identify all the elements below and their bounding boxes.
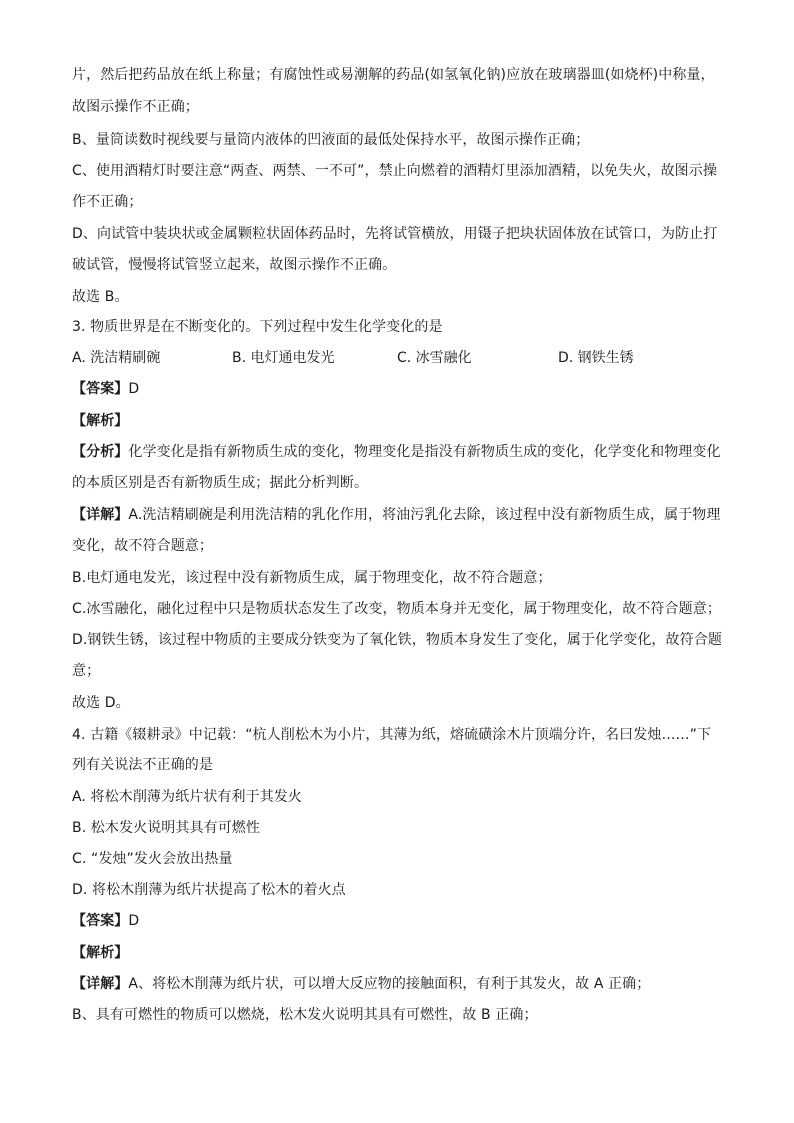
text-line: 变化，故不符合题意； xyxy=(72,538,213,554)
option-b: B. 电灯通电发光 xyxy=(232,350,335,366)
text-line: D、向试管中装块状或金属颗粒状固体药品时，先将试管横放，用镊子把块状固体放在试管口，为防止打 xyxy=(72,226,718,242)
option-a: A. 洗洁精刷碗 xyxy=(72,350,161,366)
text-line: 意； xyxy=(72,663,101,679)
answer-line xyxy=(72,380,139,398)
answer-value: D xyxy=(128,913,140,929)
option-b: B. 松木发火说明其具有可燃性 xyxy=(72,820,261,836)
detail-line: 【详解】A、将松木削薄为纸片状，可以增大反应物的接触面积，有利于其发火，故 A 正确； xyxy=(72,976,651,992)
option-c: C. 冰雪融化 xyxy=(397,350,472,366)
text-line: B、具有可燃性的物质可以燃烧，松木发火说明其具有可燃性，故 B 正确； xyxy=(72,1007,538,1023)
option-a: A. 将松木削薄为纸片状有利于其发火 xyxy=(72,789,303,805)
text-line: D.钢铁生锈，该过程中物质的主要成分铁变为了氧化铁，物质本身发生了变化，属于化学变化，故符合题 xyxy=(72,632,722,648)
answer-tag: 【答案】 xyxy=(72,381,129,397)
text-line: C.冰雪融化，融化过程中只是物质状态发生了改变，物质本身并无变化，属于物理变化，故不符合题意； xyxy=(72,601,721,617)
analysis-tag: 【解析】 xyxy=(72,945,129,961)
analysis-tag: 【解析】 xyxy=(72,413,129,429)
fenxi-line: 【分析】化学变化是指有新物质生成的变化，物理变化是指没有新物质生成的变化，化学变化和物理变化 xyxy=(72,444,721,460)
option-c: C. “发烛”发火会放出热量 xyxy=(72,851,233,867)
detail-tag: 【详解】 xyxy=(72,507,129,523)
question-3-options xyxy=(72,349,712,367)
text-line: C、使用酒精灯时要注意“两查、两禁、一不可”，禁止向燃着的酒精灯里添加酒精，以免失火，故图示操 xyxy=(72,163,717,179)
text-line: 故图示操作不正确； xyxy=(72,99,199,115)
answer-value: D xyxy=(128,381,140,397)
answer-line xyxy=(72,912,139,930)
question-4-stem: 4. 古籍《辍耕录》中记载：“杭人削松木为小片，其薄为纸，熔硫磺涂木片顶端分许，名曰发烛……”下 xyxy=(72,727,712,743)
detail-tag: 【详解】 xyxy=(72,976,129,992)
answer-tag: 【答案】 xyxy=(72,913,129,929)
detail-line: 【详解】A.洗洁精刷碗是利用洗洁精的乳化作用，将油污乳化去除，该过程中没有新物质生成，属于物理 xyxy=(72,507,721,523)
text-line: 的本质区别是否有新物质生成；据此分析判断。 xyxy=(72,475,369,491)
text-line: 片，然后把药品放在纸上称量；有腐蚀性或易潮解的药品(如氢氧化钠)应放在玻璃器皿(如烧杯)中称量， xyxy=(72,67,715,83)
text-line: 破试管，慢慢将试管竖立起来，故图示操作不正确。 xyxy=(72,257,397,273)
text-line: 故选 B。 xyxy=(72,289,129,305)
option-d: D. 钢铁生锈 xyxy=(558,350,634,366)
text-line: 故选 D。 xyxy=(72,695,130,711)
text-line: B、量筒读数时视线要与量筒内液体的凹液面的最低处保持水平，故图示操作正确； xyxy=(72,132,590,148)
fenxi-tag: 【分析】 xyxy=(72,444,129,460)
text-line: B.电灯通电发光，该过程中没有新物质生成，属于物理变化，故不符合题意； xyxy=(72,570,552,586)
text-line: 作不正确； xyxy=(72,194,143,210)
question-3-stem: 3. 物质世界是在不断变化的。下列过程中发生化学变化的是 xyxy=(72,319,443,335)
option-d: D. 将松木削薄为纸片状提高了松木的着火点 xyxy=(72,882,346,898)
text-line: 列有关说法不正确的是 xyxy=(72,757,213,773)
